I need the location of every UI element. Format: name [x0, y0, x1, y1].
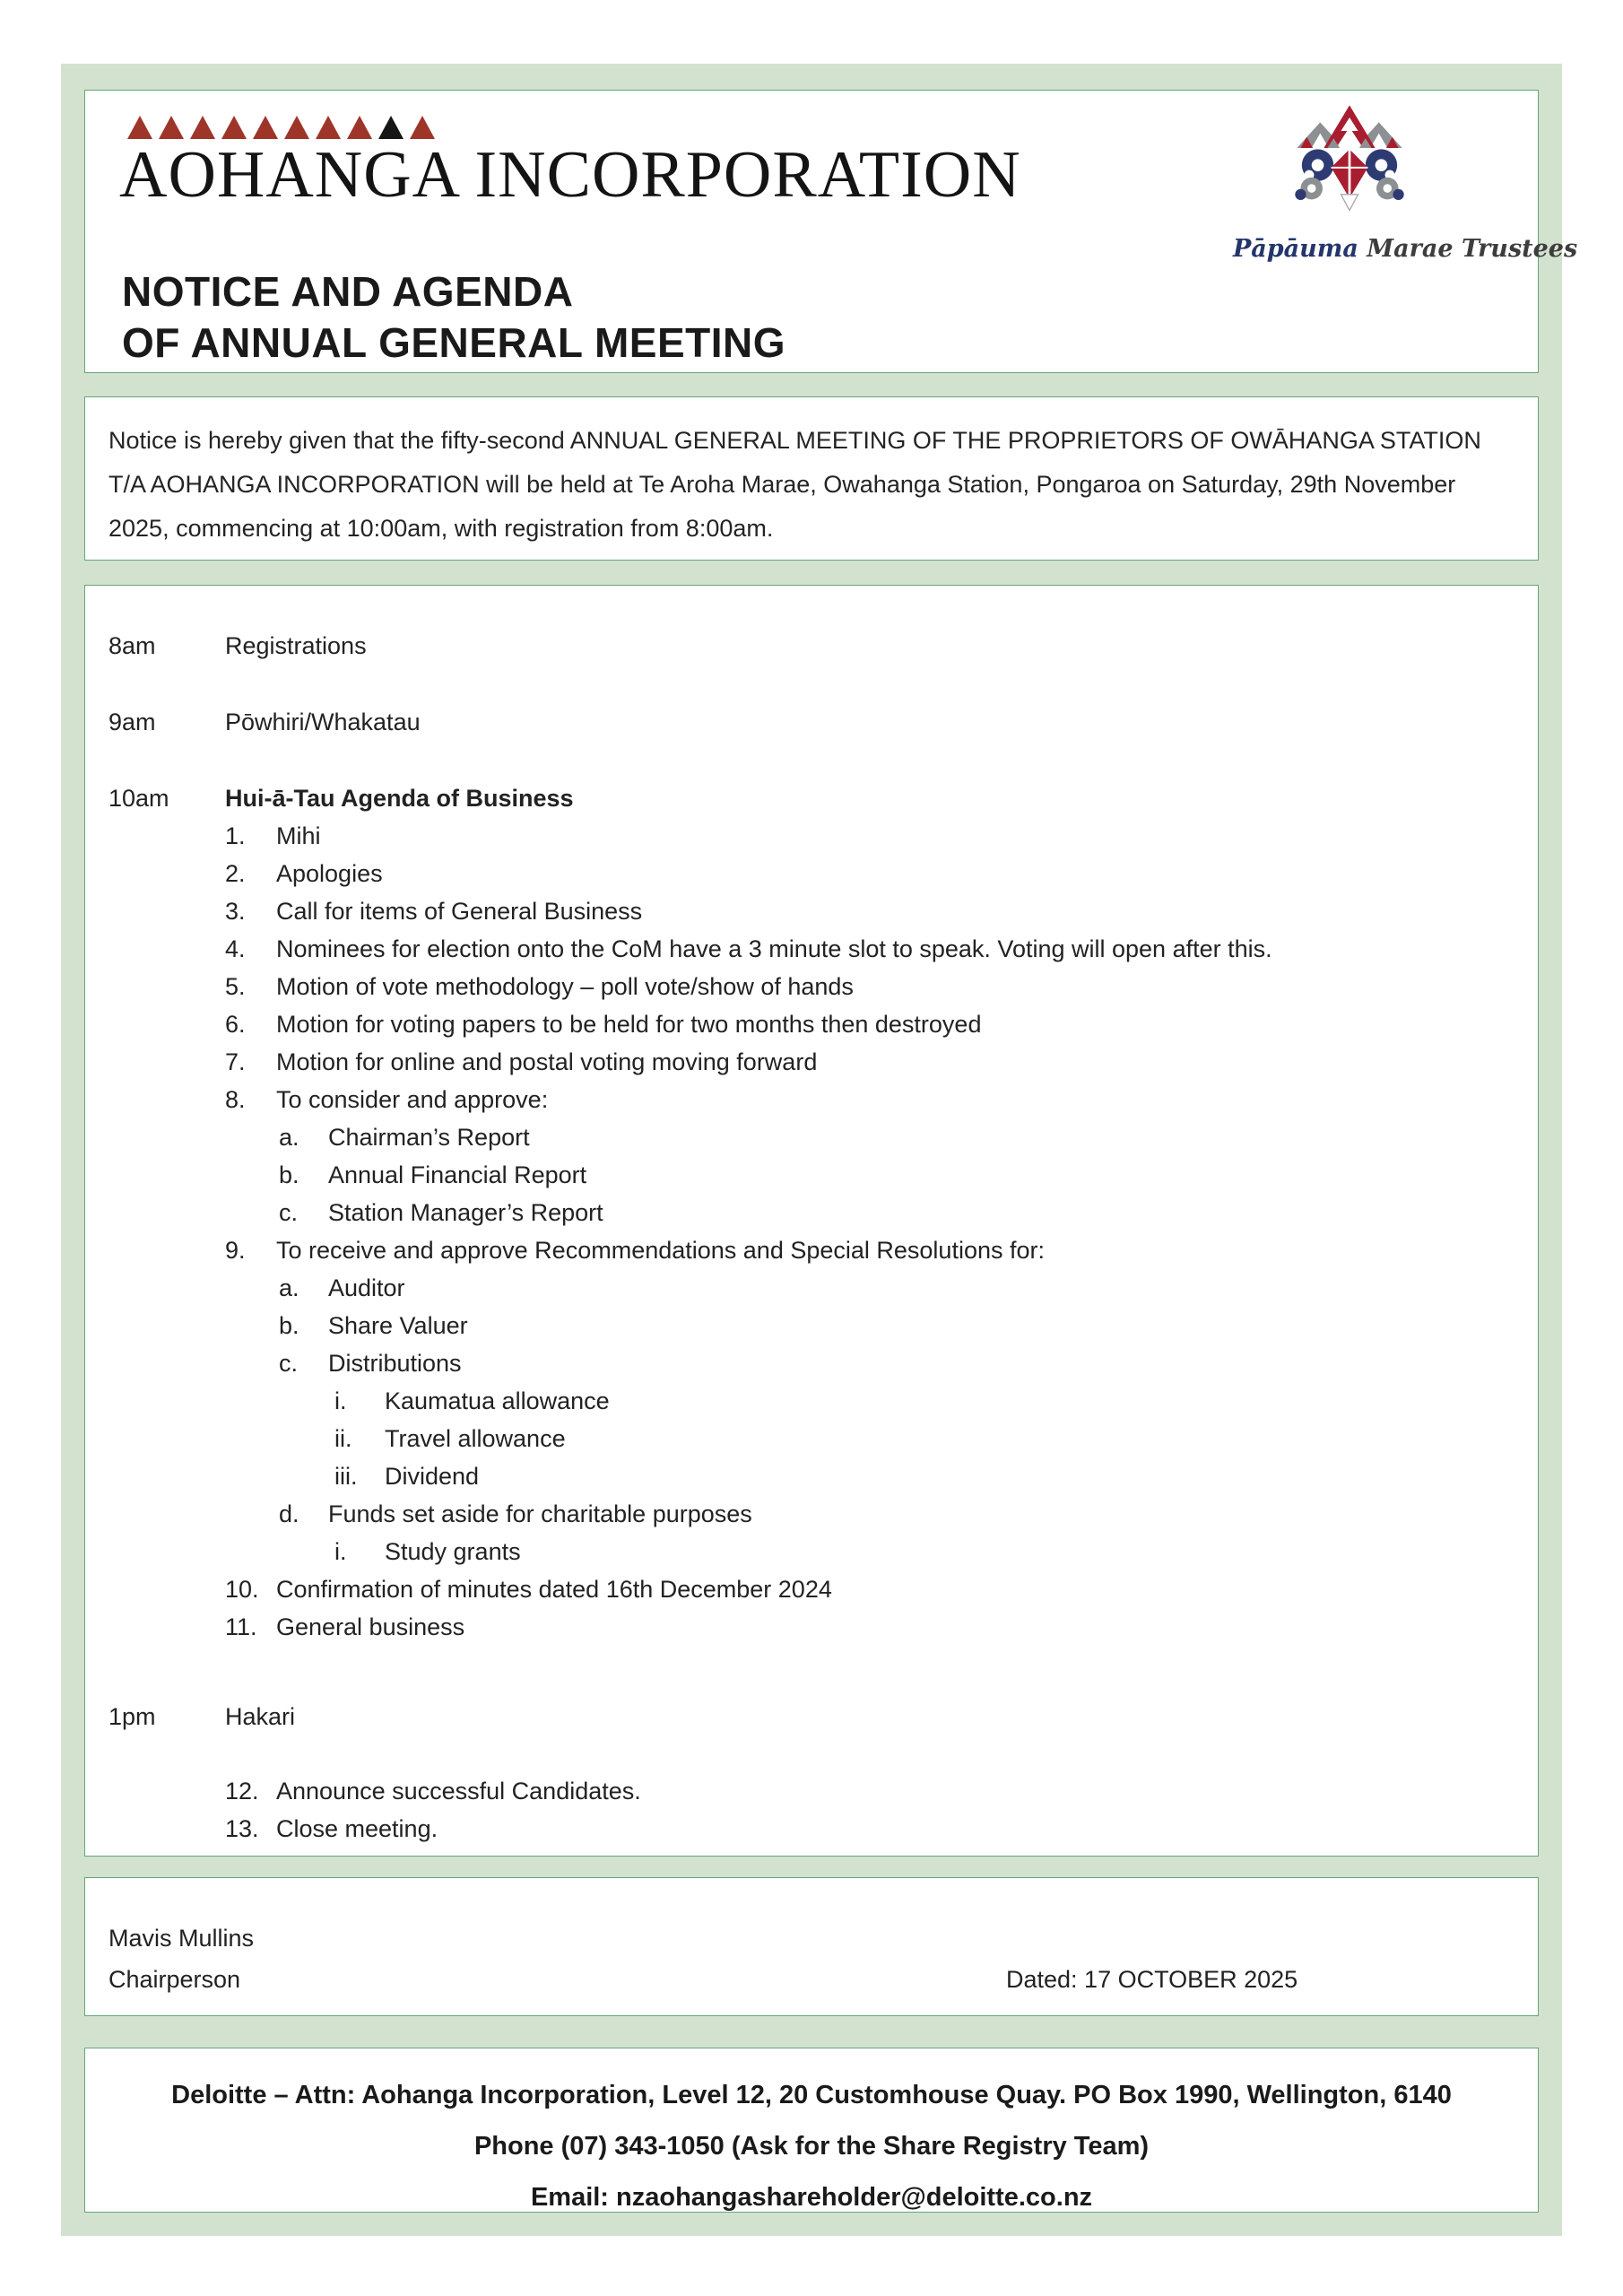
agenda-time: 9am — [108, 709, 156, 735]
agenda-row — [108, 1608, 1513, 1646]
agenda-number: 11. — [225, 1613, 257, 1640]
triangle-icon — [159, 116, 184, 139]
signatory-name: Mavis Mullins — [108, 1925, 255, 1952]
agenda-letter: a. — [279, 1124, 299, 1151]
agenda-text: Hui-ā-Tau Agenda of Business — [225, 785, 574, 812]
agenda-row — [108, 1307, 1513, 1344]
agenda-row — [108, 1382, 1513, 1420]
agenda-letter: b. — [279, 1161, 299, 1188]
logo-caption-dark: Marae Trustees — [1358, 235, 1578, 263]
agenda-row — [108, 1457, 1513, 1495]
agenda-text: Travel allowance — [385, 1425, 566, 1452]
header-section — [84, 90, 1578, 373]
agenda-row — [108, 1081, 1513, 1118]
agenda-text: Mihi — [276, 822, 321, 849]
triangle-icon — [190, 116, 215, 139]
marae-logo-caption — [1233, 235, 1578, 263]
agenda-text: Close meeting. — [276, 1815, 438, 1842]
triangle-icon — [316, 116, 341, 139]
agenda-letter: d. — [279, 1500, 299, 1527]
agenda-row — [108, 930, 1513, 968]
agenda-row — [108, 1194, 1513, 1231]
agenda-text: Dividend — [385, 1463, 480, 1490]
agenda-text: Nominees for election onto the CoM have a 3 minute slot to speak. Voting will open after this. — [276, 935, 1272, 962]
agenda-text: To receive and approve Recommendations and Special Resolutions for: — [276, 1237, 1045, 1264]
footer-address: Deloitte – Attn: Aohanga Incorporation, Level 12, 20 Customhouse Quay. PO Box 1990, Wellington, 6140 — [171, 2081, 1452, 2109]
agenda-row — [108, 1043, 1513, 1081]
dated-label: Dated: 17 OCTOBER 2025 — [1006, 1966, 1298, 1993]
agenda-number: 3. — [225, 898, 246, 925]
triangle-icon — [410, 116, 435, 139]
agenda-text: Annual Financial Report — [328, 1161, 587, 1188]
agenda-text: To consider and approve: — [276, 1086, 549, 1113]
agenda-number: 9. — [225, 1237, 246, 1264]
agenda-row — [108, 1231, 1513, 1269]
document-heading — [122, 266, 785, 369]
notice-paragraph: Notice is hereby given that the fifty-second ANNUAL GENERAL MEETING OF THE PROPRIETORS OF OWĀHANGA STATION T/A AOHANGA INCORPORATION will be held at Te Aroha Marae, Owahanga Station, Pongaroa on Saturday, 29th November 2025, commencing at 10:00am, with registration from 8:00am. — [108, 427, 1481, 542]
agenda-row — [108, 779, 1513, 817]
agenda-text: Motion for online and postal voting moving forward — [276, 1048, 818, 1075]
agenda-letter: c. — [279, 1350, 299, 1377]
agenda-text: Call for items of General Business — [276, 898, 643, 925]
agenda-number: 10. — [225, 1576, 259, 1603]
agenda-row — [108, 1156, 1513, 1194]
agenda-text: Hakari — [225, 1703, 296, 1730]
triangle-icon — [221, 116, 247, 139]
agenda-number: 5. — [225, 973, 246, 1000]
agenda-section — [84, 585, 1539, 1857]
document-heading-line2: OF ANNUAL GENERAL MEETING — [122, 319, 786, 366]
agenda-number: 8. — [225, 1086, 246, 1113]
triangle-icon — [347, 116, 372, 139]
agenda-text: Auditor — [328, 1274, 405, 1301]
agenda-row — [108, 627, 1513, 665]
agenda-roman: i. — [334, 1538, 347, 1565]
agenda-text: Announce successful Candidates. — [276, 1778, 641, 1805]
agenda-row — [108, 892, 1513, 930]
agenda-time: 8am — [108, 632, 156, 659]
agenda-text: Distributions — [328, 1350, 462, 1377]
agenda-row — [108, 1810, 1513, 1848]
document-frame — [61, 64, 1578, 2236]
organisation-title: AOHANGA INCORPORATION — [119, 138, 1021, 212]
notice-section — [84, 396, 1539, 561]
agenda-number: 6. — [225, 1011, 246, 1038]
agenda-row — [108, 968, 1513, 1005]
agenda-row — [108, 1420, 1513, 1457]
agenda-text: Study grants — [385, 1538, 521, 1565]
triangle-icon — [284, 116, 309, 139]
agenda-row — [108, 1533, 1513, 1570]
agenda-text: Registrations — [225, 632, 367, 659]
agenda-row — [108, 1570, 1513, 1608]
agenda-row — [108, 703, 1513, 741]
logo-caption-blue: Pāpāuma — [1233, 235, 1358, 263]
document-heading-line1: NOTICE AND AGENDA — [122, 268, 574, 315]
triangle-banner-icon — [127, 116, 441, 139]
agenda-text: Motion for voting papers to be held for two months then destroyed — [276, 1011, 982, 1038]
agenda-text: Share Valuer — [328, 1312, 468, 1339]
agenda-roman: i. — [334, 1387, 347, 1414]
agenda-number: 2. — [225, 860, 246, 887]
triangle-black-icon — [378, 116, 404, 139]
agenda-number: 7. — [225, 1048, 246, 1075]
footer-phone: Phone (07) 343-1050 (Ask for the Share Registry Team) — [473, 2132, 1150, 2161]
signature-section — [84, 1877, 1539, 2016]
agenda-number: 12. — [225, 1778, 259, 1805]
agenda-text: Station Manager’s Report — [328, 1199, 603, 1226]
agenda-time: 1pm — [108, 1703, 156, 1730]
agenda-row — [108, 1269, 1513, 1307]
agenda-number: 13. — [225, 1815, 259, 1842]
agenda-text: Motion of vote methodology – poll vote/show of hands — [276, 973, 854, 1000]
agenda-roman: ii. — [334, 1425, 352, 1452]
agenda-letter: c. — [279, 1199, 299, 1226]
agenda-letter: b. — [279, 1312, 299, 1339]
agenda-letter: a. — [279, 1274, 299, 1301]
agenda-row — [108, 1698, 1513, 1735]
triangle-icon — [127, 116, 152, 139]
agenda-number: 1. — [225, 822, 246, 849]
marae-logo-icon — [1282, 101, 1417, 218]
footer-email: Email: nzaohangashareholder@deloitte.co.nz — [530, 2183, 1093, 2212]
agenda-roman: iii. — [334, 1463, 358, 1490]
agenda-text: General business — [276, 1613, 465, 1640]
agenda-row — [108, 1005, 1513, 1043]
signatory-role: Chairperson — [108, 1966, 241, 1993]
agenda-row — [108, 1772, 1513, 1810]
agenda-row — [108, 1344, 1513, 1382]
footer-section — [84, 2048, 1539, 2213]
agenda-row — [108, 855, 1513, 892]
agenda-text: Chairman’s Report — [328, 1124, 530, 1151]
agenda-text: Funds set aside for charitable purposes — [328, 1500, 752, 1527]
agenda-text: Apologies — [276, 860, 383, 887]
agenda-text: Confirmation of minutes dated 16th December 2024 — [276, 1576, 832, 1603]
marae-logo — [1233, 101, 1578, 263]
triangle-icon — [253, 116, 278, 139]
agenda-number: 4. — [225, 935, 246, 962]
agenda-text: Kaumatua allowance — [385, 1387, 610, 1414]
agenda-time: 10am — [108, 785, 169, 812]
agenda-row — [108, 1118, 1513, 1156]
agenda-row — [108, 817, 1513, 855]
agenda-text: Pōwhiri/Whakatau — [225, 709, 421, 735]
agenda-row — [108, 1495, 1513, 1533]
